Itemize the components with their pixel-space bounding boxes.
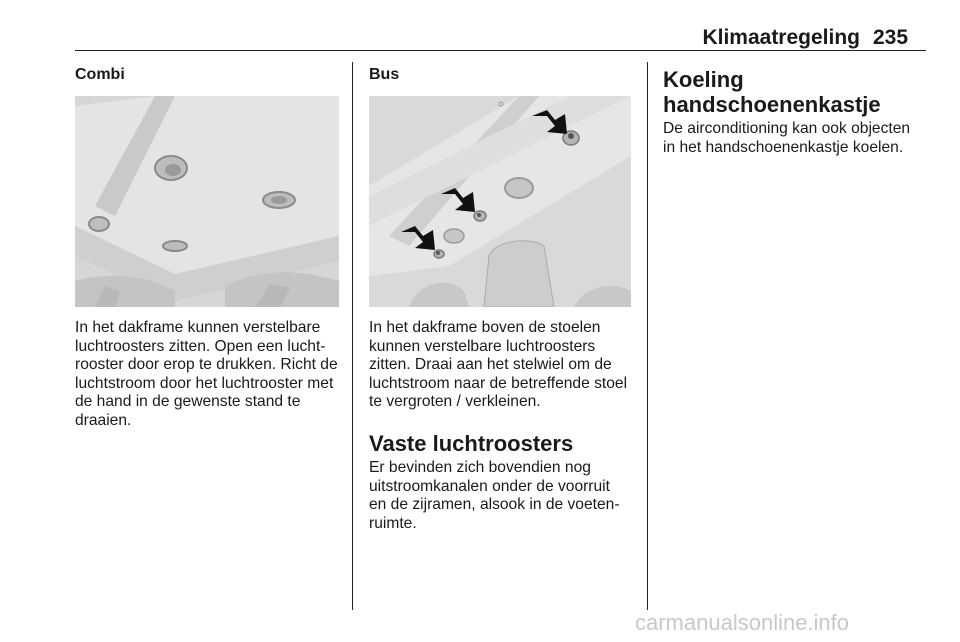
section-title: Klimaatregeling bbox=[702, 26, 860, 49]
koeling-text: De airconditioning kan ook objecten in het handschoenenkastje koelen. bbox=[663, 120, 911, 156]
column-divider-2 bbox=[647, 62, 648, 610]
koeling-heading: Koeling handschoenenkastje bbox=[663, 67, 881, 117]
combi-roof-vents-illustration bbox=[75, 96, 339, 307]
bus-roof-vents-illustration bbox=[369, 96, 631, 307]
combi-description: In het dakframe kunnen verstelbare luchtroosters zitten. Open een lucht- rooster door erop te drukken. Richt de luchtstroom door het luchtrooster met de hand in de gewenste stand te draaien. bbox=[75, 319, 338, 429]
combi-illustration-graphic bbox=[75, 96, 339, 307]
bus-illustration-graphic bbox=[369, 96, 631, 307]
combi-label: Combi bbox=[75, 66, 125, 83]
bus-description: In het dakframe boven de stoelen kunnen verstelbare luchtroosters zitten. Draai aan het stelwiel om de luchtstroom naar de betreffende stoel te vergroten / verkleinen. bbox=[369, 319, 628, 411]
header-rule bbox=[75, 50, 926, 51]
vaste-luchtroosters-heading: Vaste luchtroosters bbox=[369, 431, 574, 456]
column-divider-1 bbox=[352, 62, 353, 610]
watermark: carmanualsonline.info bbox=[635, 610, 850, 635]
page-number: 235 bbox=[873, 26, 909, 49]
bus-label: Bus bbox=[369, 66, 400, 83]
vaste-luchtroosters-text: Er bevinden zich bovendien nog uitstroomkanalen onder de voorruit en de zijramen, alsook in de voeten- ruimte. bbox=[369, 459, 620, 532]
